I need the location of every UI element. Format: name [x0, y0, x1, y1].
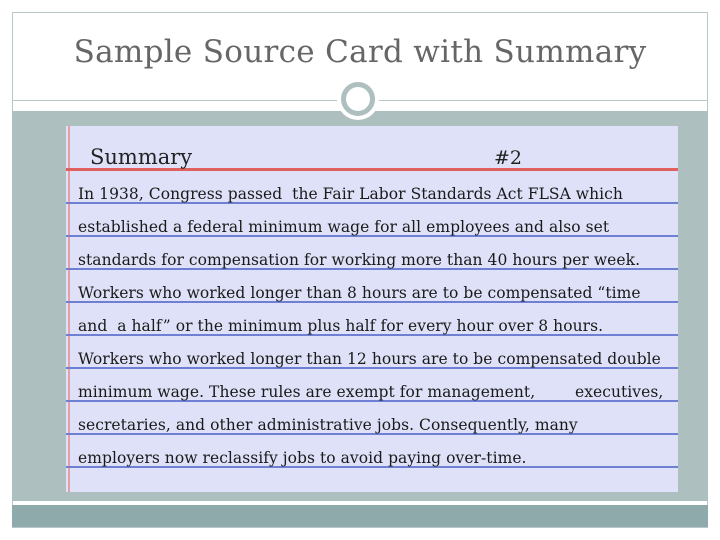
summary-line: and a half” or the minimum plus half for every hour over 8 hours.	[78, 317, 604, 335]
summary-line: In 1938, Congress passed the Fair Labor Standards Act FLSA which	[78, 185, 623, 203]
footer-bar	[12, 505, 708, 527]
summary-line: minimum wage. These rules are exempt for management, executives,	[78, 383, 664, 401]
summary-line: standards for compensation for working more than 40 hours per week.	[78, 251, 641, 269]
summary-line: established a federal minimum wage for all employees and also set	[78, 218, 610, 236]
slide-title: Sample Source Card with Summary	[73, 34, 647, 70]
source-card	[66, 126, 678, 492]
circle-ornament-icon	[337, 78, 379, 120]
summary-line: Workers who worked longer than 8 hours are to be compensated “time	[78, 284, 641, 302]
summary-line: Workers who worked longer than 12 hours are to be compensated double	[78, 350, 661, 368]
ring-icon	[341, 82, 375, 116]
card-number: #2	[494, 147, 523, 169]
summary-line: secretaries, and other administrative jobs. Consequently, many	[78, 416, 578, 434]
card-label: Summary	[90, 145, 193, 169]
card-header	[66, 126, 678, 171]
card-margin-line	[68, 126, 70, 492]
summary-line: employers now reclassify jobs to avoid paying over-time.	[78, 449, 527, 467]
